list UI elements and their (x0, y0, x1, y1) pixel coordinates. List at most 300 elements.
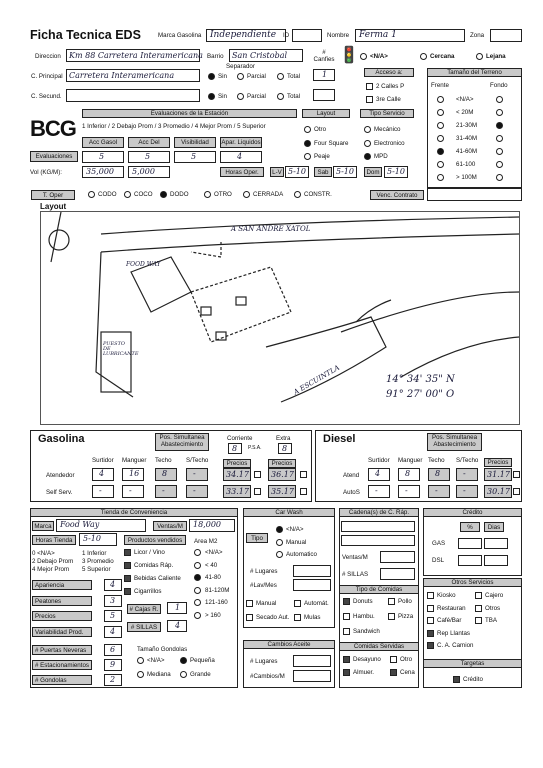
credito-gas-label: GAS (432, 540, 446, 547)
evaluaciones-header: Evaluaciones de la Estación (82, 109, 297, 118)
comidas-servidas-header: Comidas Servidas (339, 642, 419, 651)
otro-comida-checkbox[interactable] (390, 656, 397, 663)
cajas-field[interactable] (167, 602, 187, 614)
dsl-atend-field-1[interactable] (398, 468, 420, 481)
producto-checkbox-1[interactable] (124, 562, 131, 569)
dsl-col-header-0: Surtidor (368, 457, 390, 464)
otros-checkbox-2[interactable] (427, 605, 434, 612)
scale-2: 2 Debajo Prom (32, 558, 74, 565)
otros-label-3: Otros (485, 604, 501, 612)
gas-self-value-2: - (162, 486, 165, 495)
oper-radio-2[interactable] (160, 191, 167, 198)
barrio-field[interactable] (229, 49, 303, 62)
tamano-option-label-3: 31-40M (456, 135, 477, 142)
cadena-ventas-field[interactable] (380, 551, 415, 563)
area-radio-1[interactable] (194, 562, 201, 569)
dsl-auto-value-0: - (375, 486, 378, 495)
servicio-electronico-radio[interactable] (364, 140, 371, 147)
gas-atendedor-field-1[interactable] (122, 468, 144, 481)
tienda-sillas-label: # SILLAS (127, 622, 161, 632)
extra-field[interactable] (278, 443, 292, 454)
producto-label-3: Cigarrillos (134, 588, 162, 595)
tienda-header: Tienda de Conveniencia (30, 508, 238, 517)
pizza-checkbox[interactable] (388, 613, 395, 620)
area-radio-0[interactable] (194, 549, 201, 556)
gas-self-value-0: - (99, 486, 102, 495)
tamano-option-label-0: <N/A> (456, 96, 474, 103)
tienda-marca-label: Marca (32, 521, 54, 531)
parcial-label: Parcial (247, 73, 266, 80)
canfies2-field[interactable] (313, 89, 335, 101)
producto-checkbox-3[interactable] (124, 588, 131, 595)
cadena-ventas-label: Ventas/M (342, 554, 368, 561)
cambios-lugares-field[interactable] (293, 655, 331, 667)
direccion-label: Direccion (35, 53, 61, 60)
fondo-radio-5[interactable] (496, 161, 503, 168)
layout-otro-label: Otro (314, 126, 327, 133)
canfies-field[interactable] (313, 69, 335, 81)
gas-self-precio-corr-value: 33.17 (226, 487, 249, 496)
gas-col-header-3: S/Techo (186, 457, 209, 464)
gas-self-precio-ext[interactable] (268, 485, 296, 498)
carwash-auto-radio[interactable] (276, 551, 283, 558)
gas-precios-label-corr: Precios (223, 459, 251, 468)
producto-checkbox-0[interactable] (124, 549, 131, 556)
gas-self-field-0[interactable] (92, 485, 114, 498)
road-right-bottom (401, 337, 519, 377)
eval-col-header-2: Visibilidad (174, 137, 216, 148)
shop-label: FOOD WAY (126, 261, 161, 268)
frente-radio-6[interactable] (437, 174, 444, 181)
oper-radio-1[interactable] (124, 191, 131, 198)
oper-radio-0[interactable] (88, 191, 95, 198)
servicio-mecanico-label: Mecánico (374, 126, 401, 133)
neveras-field[interactable] (104, 644, 122, 656)
c-secund-label: C. Secund. (31, 93, 62, 100)
separador2-sin-radio[interactable] (208, 93, 215, 100)
otros-label-6: Rep Llantas (437, 629, 471, 637)
oper-radio-4[interactable] (243, 191, 250, 198)
vol-del-field[interactable] (128, 166, 170, 178)
atend-label: Atend (343, 472, 360, 479)
carwash-mulas-checkbox[interactable] (294, 614, 301, 621)
gondola-grande-label: Grande (190, 671, 211, 678)
carwash-manual-radio[interactable] (276, 539, 283, 546)
producto-label-1: Comidas Ráp. (134, 562, 174, 569)
acceso-header: Acceso a: (364, 68, 414, 77)
dsl-auto-field-1[interactable] (398, 485, 420, 498)
servicio-mpd-radio[interactable] (364, 153, 371, 160)
gas-self-precio-ext-value: 35.17 (271, 487, 294, 496)
gas-atendedor-field-2[interactable] (155, 468, 177, 481)
c-principal-field[interactable] (66, 69, 200, 82)
credito-gas-pct[interactable] (458, 538, 482, 549)
marca-field[interactable] (206, 29, 286, 42)
gondola-mediana-label: Mediana (147, 671, 171, 678)
eval-value-1: 5 (145, 152, 151, 161)
dsl-col-header-3: S/Techo (456, 457, 479, 464)
variabilidad-field[interactable] (104, 626, 122, 638)
area-label-2: 41-80 (205, 574, 221, 581)
na-radio[interactable] (360, 53, 367, 60)
ventas-label: Ventas/M (153, 521, 187, 531)
scale-0: 0 <N/A> (32, 550, 55, 557)
hambu-checkbox[interactable] (343, 613, 350, 620)
road-edge-top-inner (101, 234, 519, 252)
otros-checkbox-1[interactable] (475, 592, 482, 599)
otros-checkbox-6[interactable] (427, 630, 434, 637)
separador-sin-radio[interactable] (208, 73, 215, 80)
eval-value-0: 5 (99, 152, 105, 161)
cambios-mes-label: #Cambios/M (250, 673, 285, 680)
otros-label-2: Restauran (437, 604, 466, 612)
frente-radio-5[interactable] (437, 161, 444, 168)
peatones-field[interactable] (104, 595, 122, 607)
otros-label-5: TBA (485, 617, 498, 624)
carwash-lugares-field[interactable] (293, 565, 331, 577)
apariencia-field[interactable] (104, 579, 122, 591)
ventas-field[interactable] (189, 519, 235, 532)
corriente-field[interactable] (228, 443, 242, 454)
oper-option-label-5: CONSTR. (304, 191, 332, 198)
autos-label: AutoS (343, 489, 360, 496)
dsl-atend-precio[interactable] (484, 468, 512, 481)
cadena-sillas-field[interactable] (380, 568, 415, 580)
sab-field[interactable] (333, 166, 357, 178)
variabilidad-value: 4 (110, 627, 116, 636)
gas-atendedor-precio-ext-value: 36.17 (271, 470, 294, 479)
coords-line-2: 91° 27' 00" O (386, 389, 455, 400)
psa-label: P.S.A. (248, 445, 262, 451)
producto-label-2: Bebidas Caliente (134, 575, 181, 582)
cercana-radio[interactable] (420, 53, 427, 60)
cajas-label: # Cajas R. (127, 604, 161, 614)
tamano-option-label-2: 21-30M (456, 122, 477, 129)
dom-field[interactable] (384, 166, 408, 178)
cambios-mes-field[interactable] (293, 670, 331, 682)
separador2-parcial-radio[interactable] (237, 93, 244, 100)
dsl-auto-precio[interactable] (484, 485, 512, 498)
gas-atendedor-field-3[interactable] (186, 468, 208, 481)
pizza-label: Pizza (398, 613, 414, 620)
carwash-tipo-label: Tipo (246, 533, 268, 543)
area-label-5: > 160 (205, 611, 221, 619)
donuts-checkbox[interactable] (343, 598, 350, 605)
tamano-option-label-5: 61-100 (456, 161, 476, 168)
otros-checkbox-7[interactable] (427, 642, 434, 649)
neveras-label: # Puertas Neveras (32, 645, 92, 655)
servicio-mpd-label: MPD (374, 153, 388, 160)
producto-checkbox-2[interactable] (124, 575, 131, 582)
dsl-auto-field-2[interactable] (428, 485, 450, 498)
layout-peaje-radio[interactable] (304, 153, 311, 160)
separador2-total-radio[interactable] (277, 93, 284, 100)
layout-sketch-label: Layout (40, 202, 67, 211)
marca-value: Independiente (210, 30, 277, 40)
frente-radio-2[interactable] (437, 122, 444, 129)
frente-radio-4[interactable] (437, 148, 444, 155)
carwash-secado-checkbox[interactable] (246, 614, 253, 621)
zona-label: Zona (470, 32, 485, 39)
area-label-3: 81-120M (205, 586, 230, 594)
eval-col-header-0: Acc Gasol (82, 137, 124, 148)
total2-label: Total (287, 93, 301, 100)
area-label-4: 121-160 (205, 599, 228, 606)
gondolas-field[interactable] (104, 674, 122, 686)
layout-otro-radio[interactable] (304, 126, 311, 133)
horas-tienda-field[interactable] (79, 533, 117, 546)
venc-contrato-field[interactable] (427, 188, 522, 201)
gas-precios-label-ext: Precios (268, 459, 296, 468)
area-radio-5[interactable] (194, 612, 201, 619)
cena-checkbox[interactable] (390, 669, 397, 676)
eval-value-field-1[interactable] (128, 151, 170, 163)
gas-atendedor-precio-corr-value: 34.17 (226, 470, 249, 479)
venc-contrato-label: Venc. Contrato (370, 190, 424, 200)
tamano-gondolas-label: Tamaño Gondolas (137, 646, 188, 653)
apariencia-label: Apariencia (32, 580, 92, 590)
pollo-checkbox[interactable] (388, 598, 395, 605)
fondo-radio-1[interactable] (496, 109, 503, 116)
scale-5: 5 Superior (82, 566, 111, 573)
otros-checkbox-0[interactable] (427, 592, 434, 599)
credito-card-label: Crédito (463, 676, 483, 683)
estacionamientos-label: # Estacionamientos (32, 660, 92, 670)
gas-atendedor-field-0[interactable] (92, 468, 114, 481)
barrio-value: San Cristobal (232, 51, 288, 60)
id-field[interactable] (292, 29, 322, 42)
tienda-sillas-value: 4 (175, 621, 181, 630)
carwash-na-radio[interactable] (276, 526, 283, 533)
gasolina-simultanea-header: Pos. Simultanea Abastecimiento (155, 433, 209, 451)
extra-label: Extra (276, 435, 291, 442)
gondola-mediana-radio[interactable] (137, 671, 144, 678)
otro-comida-label: Otro (400, 656, 413, 663)
estacionamientos-value: 9 (110, 660, 116, 669)
oper-radio-5[interactable] (294, 191, 301, 198)
desayuno-checkbox[interactable] (343, 656, 350, 663)
horas-tienda-value: 5-10 (83, 534, 101, 543)
extra-value: 8 (282, 444, 288, 453)
lv-field[interactable] (285, 166, 309, 178)
carwash-auto-label: Automatico (286, 551, 317, 558)
sandwich-label: Sandwich (353, 628, 380, 635)
coords-line-1: 14° 34' 35" N (386, 374, 455, 385)
sandwich-checkbox[interactable] (343, 628, 350, 635)
diesel-title: Diesel (323, 433, 356, 445)
scale-note: 1 Inferior / 2 Debajo Prom / 3 Promedio / 4 Mejor Prom / 5 Superior (82, 123, 266, 130)
pollo-label: Pollo (398, 598, 412, 605)
sab-value: 5-10 (336, 167, 354, 176)
gas-atendedor-value-3: - (193, 469, 196, 478)
dsl-auto-field-0[interactable] (368, 485, 390, 498)
2-calles-checkbox[interactable] (366, 83, 373, 90)
carwash-automat-checkbox[interactable] (294, 600, 301, 607)
gas-self-field-2[interactable] (155, 485, 177, 498)
peatones-label: Peatones (32, 596, 92, 606)
gas-atendedor-corr-check[interactable] (254, 471, 261, 478)
fondo-radio-0[interactable] (496, 96, 503, 103)
gondolas-value: 2 (110, 675, 116, 684)
gas-self-corr-check[interactable] (254, 488, 261, 495)
fondo-radio-4[interactable] (496, 148, 503, 155)
scale-1: 1 Inferior (82, 550, 107, 557)
eval-value-field-3[interactable] (220, 151, 262, 163)
productos-label: Productos vendidos (124, 535, 186, 545)
cajas-value: 1 (175, 603, 181, 612)
otros-label-1: Cajero (485, 592, 504, 599)
north-arrow-line (51, 212, 61, 262)
cena-label: Cena (400, 669, 415, 676)
dom-label: Dom (364, 167, 382, 177)
dom-value: 5-10 (387, 167, 405, 176)
area-radio-4[interactable] (194, 599, 201, 606)
separador-parcial-radio[interactable] (237, 73, 244, 80)
credito-dsl-dias[interactable] (484, 555, 508, 566)
tamano-header: Tamaño del Terreno (427, 68, 522, 77)
dsl-auto-precio-value: 30.17 (487, 487, 510, 496)
dsl-auto-field-3[interactable] (456, 485, 478, 498)
cadena-field-2[interactable] (341, 535, 415, 546)
credito-gas-dias[interactable] (484, 538, 508, 549)
frente-radio-3[interactable] (437, 135, 444, 142)
gas-self-precio-corr[interactable] (223, 485, 251, 498)
gas-atendedor-precio-corr[interactable] (223, 468, 251, 481)
area-label: Area M2 (194, 538, 218, 545)
cadena-field-1[interactable] (341, 521, 415, 532)
dsl-atend-field-2[interactable] (428, 468, 450, 481)
dsl-atend-field-3[interactable] (456, 468, 478, 481)
north-arrow-circle (49, 230, 69, 250)
gas-self-field-1[interactable] (122, 485, 144, 498)
cercana-label: Cercana (430, 53, 455, 60)
vol-gas-value: 35,000 (86, 167, 114, 176)
desayuno-label: Desayuno (353, 656, 381, 663)
eval-value-field-2[interactable] (174, 151, 216, 163)
road-right-label: A ESCUINTLA (292, 363, 342, 397)
credito-card-checkbox[interactable] (453, 676, 460, 683)
almuer-checkbox[interactable] (343, 669, 350, 676)
cambios-lugares-label: # Lugares (250, 658, 278, 665)
tienda-marca-field[interactable] (56, 519, 146, 532)
gondola-na-radio[interactable] (137, 657, 144, 664)
direccion-field[interactable] (66, 49, 203, 62)
dsl-auto-value-1: - (405, 486, 408, 495)
fondo-radio-2[interactable] (496, 122, 503, 129)
dsl-col-header-2: Techo (428, 457, 445, 464)
gas-col-header-0: Surtidor (92, 457, 114, 464)
barrio-label: Barrio (207, 53, 224, 60)
nombre-field[interactable] (355, 29, 465, 42)
hambu-label: Hambu. (353, 613, 375, 620)
pump-3 (216, 332, 226, 340)
frente-radio-1[interactable] (437, 109, 444, 116)
layout-peaje-label: Peaje (314, 153, 330, 160)
gas-self-ext-check[interactable] (300, 488, 307, 495)
dsl-atend-value-1: 8 (405, 469, 411, 478)
otros-checkbox-5[interactable] (475, 617, 482, 624)
vol-gas-field[interactable] (82, 166, 124, 178)
dsl-auto-check[interactable] (513, 488, 520, 495)
estacionamientos-field[interactable] (104, 659, 122, 671)
otros-servicios-header: Otros Servicios (423, 578, 522, 587)
lv-value: 5-10 (288, 167, 306, 176)
oper-option-label-1: COCO (134, 191, 153, 198)
precios-label: Precios (32, 611, 92, 621)
dsl-atend-check[interactable] (513, 471, 520, 478)
frente-radio-0[interactable] (437, 96, 444, 103)
gas-atendedor-ext-check[interactable] (300, 471, 307, 478)
gondola-na-label: <N/A> (147, 657, 165, 664)
gasolina-title: Gasolina (38, 433, 85, 445)
eval-value-field-0[interactable] (82, 151, 124, 163)
sab-label: Sab (314, 167, 332, 177)
otros-label-7: C. A. Camion (437, 642, 474, 649)
eval-value-3: 4 (237, 152, 243, 161)
gondola-pequena-radio[interactable] (180, 657, 187, 664)
dsl-atend-value-0: 4 (375, 469, 381, 478)
gas-atendedor-precio-ext[interactable] (268, 468, 296, 481)
area-radio-2[interactable] (194, 574, 201, 581)
dsl-atend-field-0[interactable] (368, 468, 390, 481)
corriente-value: 8 (232, 444, 238, 453)
parcial2-label: Parcial (247, 93, 266, 100)
carwash-na-label: <N/A> (286, 526, 304, 533)
peatones-value: 3 (110, 596, 116, 605)
credito-pct-header: % (460, 522, 480, 532)
carwash-lavmes-label: #Lav/Mes (250, 582, 277, 589)
gas-self-field-3[interactable] (186, 485, 208, 498)
gas-col-header-1: Manguer (122, 457, 147, 464)
id-label: ID (283, 32, 290, 39)
otros-checkbox-3[interactable] (475, 605, 482, 612)
gondola-grande-radio[interactable] (180, 671, 187, 678)
3re-calle-checkbox[interactable] (366, 96, 373, 103)
nombre-label: Nombre (327, 32, 350, 39)
tamano-option-label-4: 41-60M (456, 148, 477, 155)
carwash-manual-checkbox[interactable] (246, 600, 253, 607)
precios-field[interactable] (104, 610, 122, 622)
donuts-label: Donuts (353, 598, 373, 605)
carwash-automat-label: Automát. (304, 600, 329, 607)
carwash-lavmes-field[interactable] (293, 579, 331, 591)
oper-radio-3[interactable] (204, 191, 211, 198)
credito-dsl-pct[interactable] (458, 555, 482, 566)
self-serv-label: Self Serv. (46, 489, 73, 496)
carwash-manual-opt-label: Manual (256, 600, 277, 607)
lejana-radio[interactable] (476, 53, 483, 60)
fondo-radio-3[interactable] (496, 135, 503, 142)
fondo-radio-6[interactable] (496, 174, 503, 181)
tienda-sillas-field[interactable] (167, 620, 187, 632)
area-radio-3[interactable] (194, 587, 201, 594)
tipo-servicio-header: Tipo Servicio (360, 109, 414, 118)
otros-checkbox-4[interactable] (427, 617, 434, 624)
separador-total-radio[interactable] (277, 73, 284, 80)
credito-header: Crédito (423, 508, 522, 517)
c-secund-field[interactable] (66, 89, 200, 102)
layout-four-square-radio[interactable] (304, 140, 311, 147)
servicio-mecanico-radio[interactable] (364, 126, 371, 133)
zona-field[interactable] (490, 29, 522, 42)
road-top-label: A SAN ANDRE XATOL (231, 225, 311, 233)
total-label: Total (287, 73, 301, 80)
traffic-light-icon: 🚦 (339, 47, 359, 64)
3re-calle-label: 3re Calle (376, 96, 401, 103)
oper-option-label-4: CERRADA (253, 191, 284, 198)
eval-col-header-1: Acc Del (128, 137, 170, 148)
dsl-col-header-4: Precios (484, 458, 512, 467)
